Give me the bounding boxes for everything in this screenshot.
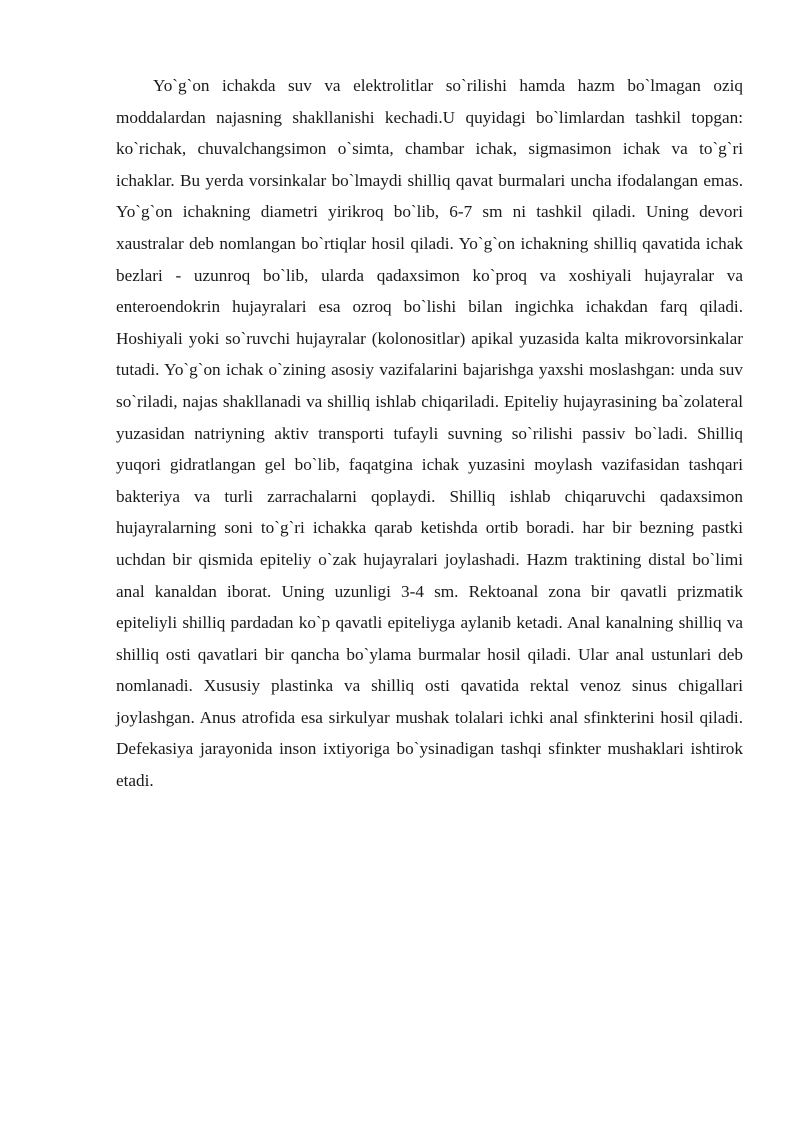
body-paragraph: Yo`g`on ichakda suv va elektrolitlar so`rilishi hamda hazm bo`lmagan oziq moddalardan najasning shakllanishi kechadi.U quyidagi bo`limlardan tashkil topgan: ko`richak, chuvalchangsimon o`simta, chambar ichak, sigmasimon ichak va to`g`ri ichaklar. Bu yerda vorsinkalar bo`lmaydi shilliq qavat burmalari uncha ifodalangan emas. Yo`g`on ichakning diametri yirikroq bo`lib, 6-7 sm ni tashkil qiladi. Uning devori xaustralar deb nomlangan bo`rtiqlar hosil qiladi. Yo`g`on ichakning shilliq qavatida ichak bezlari - uzunroq bo`lib, ularda qadaxsimon ko`proq va xoshiyali hujayralar va enteroendokrin hujayralari esa ozroq bo`lishi bilan ingichka ichakdan farq qiladi. Hoshiyali yoki so`ruvchi hujayralar (kolonositlar) apikal yuzasida kalta mikrovorsinkalar tutadi. Yo`g`on ichak o`zining asosiy vazifalarini bajarishga yaxshi moslashgan: unda suv so`riladi, najas shakllanadi va shilliq ishlab chiqariladi. Epiteliy hujayrasining ba`zolateral yuzasidan natriyning aktiv transporti tufayli suvning so`rilishi passiv bo`ladi. Shilliq yuqori gidratlangan gel bo`lib, faqatgina ichak yuzasini moylash vazifasidan tashqari bakteriya va turli zarrachalarni qoplaydi. Shilliq ishlab chiqaruvchi qadaxsimon hujayralarning soni to`g`ri ichakka qarab ketishda ortib boradi. har bir bezning pastki uchdan bir qismida epiteliy o`zak hujayralari joylashadi. Hazm traktining distal bo`limi anal kanaldan iborat. Uning uzunligi 3-4 sm. Rektoanal zona bir qavatli prizmatik epiteliyli shilliq pardadan ko`p qavatli epiteliyga aylanib ketadi. Anal kanalning shilliq va shilliq osti qavatlari bir qancha bo`ylama burmalar hosil qiladi. Ular anal ustunlari deb nomlanadi. Xususiy plastinka va shilliq osti qavatida rektal venoz sinus chigallari joylashgan. Anus atrofida esa sirkulyar mushak tolalari ichki anal sfinkterini hosil qiladi. Defekasiya jarayonida inson ixtiyoriga bo`ysinadigan tashqi sfinkter mushaklari ishtirok etadi. bbox=[116, 76, 743, 791]
